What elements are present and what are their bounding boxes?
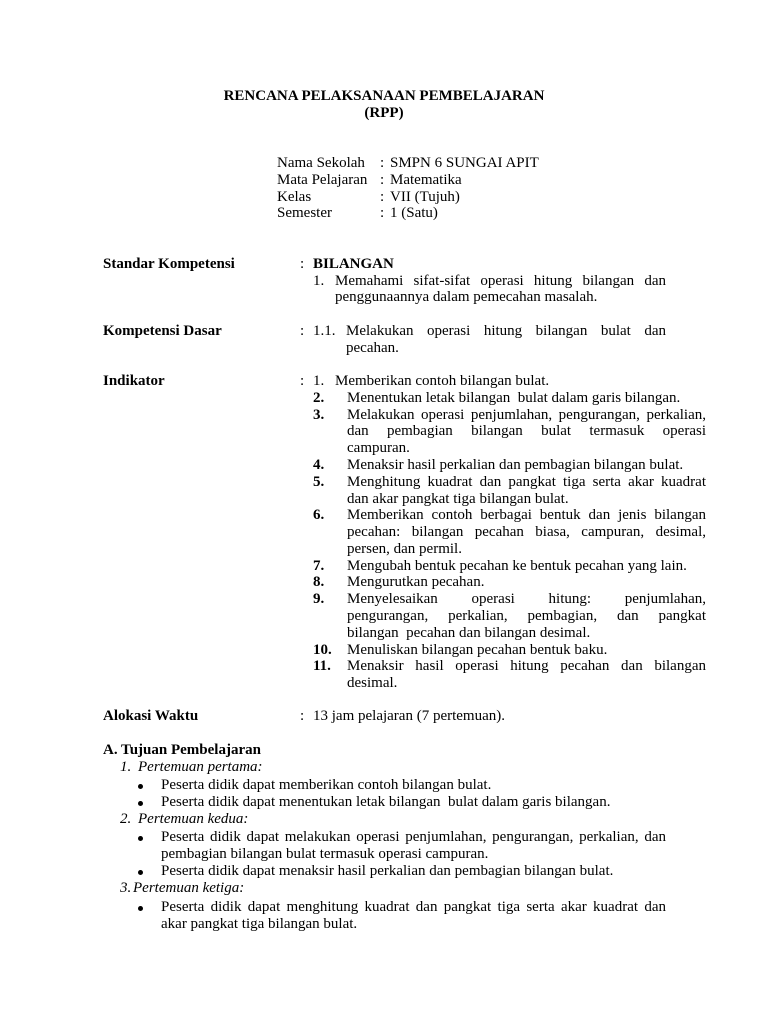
list-item-continuation <box>0 289 768 306</box>
identity-label: Kelas <box>277 188 312 205</box>
list-item <box>0 373 768 390</box>
identity-row <box>0 155 768 172</box>
identity-separator: : <box>380 154 385 171</box>
item-text-line: Menaksir hasil operasi hitung pecahan dan bilangan <box>347 658 706 675</box>
bullet-text-line: Peserta didik dapat melakukan operasi penjumlahan, pengurangan, perkalian, dan <box>161 828 666 845</box>
bullet-item <box>0 863 768 880</box>
bullet-text-line: Peserta didik dapat menentukan letak bilangan bulat dalam garis bilangan. <box>161 793 611 810</box>
list-item <box>0 390 768 407</box>
list-item-continuation <box>0 524 768 541</box>
item-text-line: Memahami sifat-sifat operasi hitung bilangan dan <box>335 272 666 289</box>
meeting-label: Pertemuan pertama: <box>138 758 263 775</box>
bullet-item <box>0 794 768 811</box>
list-item <box>0 474 768 491</box>
bullet-icon <box>138 906 143 911</box>
section-separator: : <box>300 322 305 339</box>
bullet-text-line: Peserta didik dapat menaksir hasil perkalian dan pembagian bilangan bulat. <box>161 862 614 879</box>
item-number: 7. <box>313 557 325 574</box>
item-number: 1. <box>313 373 325 389</box>
list-item <box>0 407 768 424</box>
item-number: 1.1. <box>313 322 336 339</box>
bullet-text-line: Peserta didik dapat memberikan contoh bilangan bulat. <box>161 776 492 793</box>
item-text-line: Mengubah bentuk pecahan ke bentuk pecahan yang lain. <box>347 557 687 574</box>
item-number: 2. <box>313 389 325 406</box>
identity-row <box>0 189 768 206</box>
item-number: 11. <box>313 658 331 675</box>
item-text-line: pecahan: bilangan pecahan biasa, campuran, desimal, <box>347 524 706 540</box>
item-text-line: Mengurutkan pecahan. <box>347 574 485 591</box>
list-item-continuation <box>0 440 768 457</box>
section-header-row <box>0 256 768 273</box>
list-item-continuation <box>0 340 768 357</box>
list-item <box>0 558 768 575</box>
document-title: RENCANA PELAKSANAAN PEMBELAJARAN <box>223 87 545 104</box>
section-separator: : <box>300 707 305 724</box>
section-header-row <box>0 323 768 340</box>
identity-label: Nama Sekolah <box>277 154 365 171</box>
identity-separator: : <box>380 188 385 205</box>
item-text-line: Menuliskan bilangan pecahan bentuk baku. <box>347 641 608 658</box>
identity-row <box>0 172 768 189</box>
bullet-item <box>0 829 768 846</box>
item-number: 9. <box>313 591 325 608</box>
meeting-heading <box>0 759 768 776</box>
bullet-item <box>0 777 768 794</box>
item-number: 10. <box>313 641 332 658</box>
bullet-icon <box>138 801 143 806</box>
section-label: Standar Kompetensi <box>103 255 235 272</box>
item-number: 4. <box>313 456 325 473</box>
item-text-line: campuran. <box>347 440 410 457</box>
identity-separator: : <box>380 171 385 188</box>
item-text-line: bilangan pecahan dan bilangan desimal. <box>347 624 591 641</box>
list-item <box>0 457 768 474</box>
list-item-continuation <box>0 675 768 692</box>
bullet-icon <box>138 836 143 841</box>
item-text-line: Menaksir hasil perkalian dan pembagian bilangan bulat. <box>347 456 684 473</box>
item-text-line: Memberikan contoh berbagai bentuk dan jenis bilangan <box>347 507 706 524</box>
identity-value: Matematika <box>390 171 462 188</box>
item-number: 5. <box>313 473 325 490</box>
title-row <box>0 88 768 105</box>
identity-label: Semester <box>277 204 332 221</box>
item-text-line: pengurangan, perkalian, pembagian, dan pangkat <box>347 607 706 624</box>
identity-label: Mata Pelajaran <box>277 171 368 188</box>
section-heading: A. Tujuan Pembelajaran <box>103 741 261 758</box>
meeting-number: 1. <box>120 758 132 775</box>
section-label: Kompetensi Dasar <box>103 322 222 339</box>
item-number: 8. <box>313 574 325 591</box>
list-item <box>0 591 768 608</box>
identity-value: VII (Tujuh) <box>390 188 460 205</box>
section-label: Alokasi Waktu <box>103 707 199 724</box>
list-item-continuation <box>0 541 768 558</box>
identity-value: 1 (Satu) <box>390 204 438 221</box>
meeting-label: Pertemuan ketiga: <box>133 879 245 896</box>
meeting-number: 3. <box>120 879 132 896</box>
list-item-continuation <box>0 625 768 642</box>
meeting-heading <box>0 880 768 897</box>
section-value: 13 jam pelajaran (7 pertemuan). <box>313 707 505 724</box>
list-item <box>0 273 768 290</box>
section-heading: BILANGAN <box>313 255 394 272</box>
item-text-line: Menyelesaikan operasi hitung: penjumlahan, <box>347 591 706 608</box>
list-item-continuation <box>0 608 768 625</box>
subtitle-row <box>0 105 768 122</box>
list-item <box>0 507 768 524</box>
list-item-continuation <box>0 491 768 508</box>
item-text-line: pecahan. <box>346 339 399 356</box>
item-text-line: Melakukan operasi penjumlahan, pengurangan, perkalian, <box>347 406 706 423</box>
bullet-item <box>0 899 768 916</box>
section-header-row <box>0 708 768 725</box>
list-item-continuation <box>0 423 768 440</box>
item-number: 1. <box>313 272 325 289</box>
item-text-line: persen, dan permil. <box>347 540 462 557</box>
item-text-line: Memberikan contoh bilangan bulat. <box>335 373 550 389</box>
document-subtitle: (RPP) <box>364 104 404 121</box>
list-item <box>0 574 768 591</box>
item-text-line: Menghitung kuadrat dan pangkat tiga serta akar kuadrat <box>347 473 706 490</box>
bullet-item-continuation <box>0 916 768 933</box>
bullet-icon <box>138 784 143 789</box>
bullet-text-line: pembagian bilangan bulat termasuk operasi campuran. <box>161 845 489 862</box>
bullet-text-line: Peserta didik dapat menghitung kuadrat dan pangkat tiga serta akar kuadrat dan <box>161 898 666 915</box>
meeting-label: Pertemuan kedua: <box>138 810 249 827</box>
item-text-line: dan akar pangkat tiga bilangan bulat. <box>347 490 569 507</box>
item-text-line: Menentukan letak bilangan bulat dalam garis bilangan. <box>347 389 681 406</box>
identity-value: SMPN 6 SUNGAI APIT <box>390 154 539 171</box>
list-item <box>0 658 768 675</box>
bullet-icon <box>138 870 143 875</box>
section-label: Indikator <box>103 373 165 389</box>
bullet-text-line: akar pangkat tiga bilangan bulat. <box>161 915 358 932</box>
item-number: 6. <box>313 507 325 524</box>
item-text-line: dan pembagian bilangan bulat termasuk operasi <box>347 423 706 440</box>
section-separator: : <box>300 255 305 272</box>
item-text-line: penggunaannya dalam pemecahan masalah. <box>335 288 598 305</box>
list-item <box>0 642 768 659</box>
item-number: 3. <box>313 406 325 423</box>
section-heading-row <box>0 742 768 759</box>
meeting-heading <box>0 811 768 828</box>
bullet-item-continuation <box>0 846 768 863</box>
item-text-line: desimal. <box>347 675 398 691</box>
identity-row <box>0 205 768 222</box>
section-separator: : <box>300 373 305 389</box>
meeting-number: 2. <box>120 810 132 827</box>
identity-separator: : <box>380 204 385 221</box>
item-text-line: Melakukan operasi hitung bilangan bulat dan <box>346 322 666 339</box>
